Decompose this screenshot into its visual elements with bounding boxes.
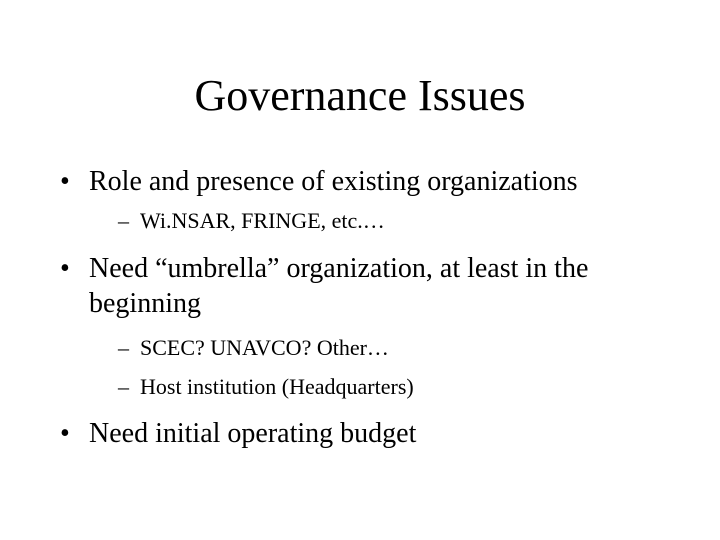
sub-marker: – bbox=[118, 208, 129, 233]
bullet-text-line-1: Need “umbrella” organization, at least in the bbox=[89, 253, 589, 284]
sub-text: SCEC? UNAVCO? Other… bbox=[140, 335, 389, 360]
sub-item-2-1 bbox=[118, 335, 389, 361]
bullet-marker: • bbox=[60, 166, 70, 197]
slide-title: Governance Issues bbox=[194, 71, 526, 120]
bullet-marker: • bbox=[60, 253, 70, 284]
sub-item-2-2 bbox=[118, 374, 414, 400]
sub-item-1-1 bbox=[118, 208, 385, 234]
sub-marker: – bbox=[118, 374, 129, 399]
bullet-item-2 bbox=[60, 252, 589, 285]
bullet-text: Role and presence of existing organizations bbox=[89, 166, 578, 197]
sub-text: Wi.NSAR, FRINGE, etc.… bbox=[140, 208, 385, 233]
sub-text: Host institution (Headquarters) bbox=[140, 374, 414, 399]
sub-marker: – bbox=[118, 335, 129, 360]
bullet-marker: • bbox=[60, 418, 70, 449]
bullet-item-2-continuation bbox=[60, 287, 201, 320]
bullet-item-3 bbox=[60, 417, 417, 450]
bullet-item-1 bbox=[60, 165, 578, 198]
bullet-text: Need initial operating budget bbox=[89, 418, 417, 449]
bullet-text-line-2: beginning bbox=[89, 288, 201, 319]
